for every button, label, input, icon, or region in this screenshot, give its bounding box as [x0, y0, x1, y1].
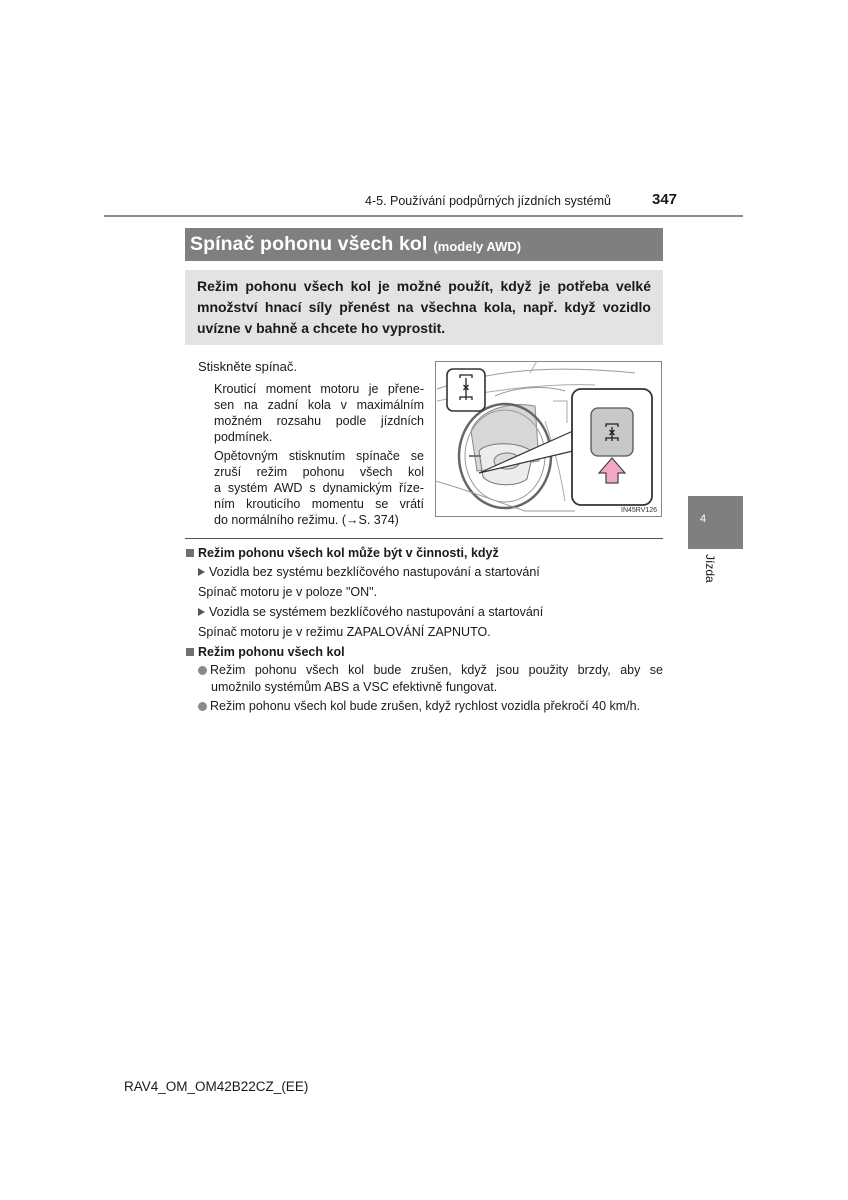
dashboard-drawing: [435, 361, 662, 517]
conditions-heading-text: Režim pohonu všech kol může být v činnosti, když: [198, 546, 499, 560]
conditions-heading: [186, 546, 499, 560]
section-title-bar: [185, 228, 663, 261]
chapter-label: Jízda: [703, 554, 717, 583]
intro-line: množství hnací síly přenést na všechna kola, např. když vozidlo: [197, 299, 651, 315]
condition-detail: Spínač motoru je v poloze "ON".: [198, 585, 378, 599]
running-header-section: 4-5. Používání podpůrných jízdních systémů: [365, 194, 611, 208]
cancel-description: [214, 448, 424, 528]
triangle-bullet-icon: [198, 568, 205, 576]
text-line: podmínek.: [214, 430, 273, 444]
text-line: do normálního režimu. (→S. 374): [214, 513, 399, 527]
condition-label: Vozidla se systémem bezklíčového nastupování a startování: [209, 605, 544, 619]
text-line: Opětovným stisknutím spínače se: [214, 449, 424, 463]
mode-heading: [186, 645, 345, 659]
intro-box: [185, 270, 663, 345]
text-line: možném rozsahu podle jízdních: [214, 414, 424, 428]
mode-description: [214, 381, 424, 445]
triangle-bullet-icon: [198, 608, 205, 616]
text-line: a systém AWD s dynamickým říze-: [214, 481, 424, 495]
page-number: 347: [652, 191, 678, 208]
document-code: RAV4_OM_OM42B22CZ_(EE): [124, 1079, 309, 1094]
section-subtitle: (modely AWD): [433, 238, 522, 254]
mode-bullet: [198, 699, 640, 713]
text-line: zruší režim pohonu všech kol: [214, 465, 424, 479]
bullet-text: Režim pohonu všech kol bude zrušen, když rychlost vozidla překročí 40 km/h.: [210, 699, 641, 713]
condition-detail: Spínač motoru je v režimu ZAPALOVÁNÍ ZAPNUTO.: [198, 625, 491, 639]
press-instruction: Stiskněte spínač.: [198, 359, 297, 374]
mode-heading-text: Režim pohonu všech kol: [198, 645, 345, 659]
figure-code: IN45RV126: [621, 507, 658, 514]
condition-label: Vozidla bez systému bezklíčového nastupování a startování: [209, 565, 540, 579]
circle-bullet-icon: [198, 666, 207, 675]
bullet-text: Režim pohonu všech kol bude zrušen, když jsou použity brzdy, aby se: [210, 663, 663, 677]
section-divider: [185, 538, 663, 539]
square-bullet-icon: [186, 648, 194, 656]
chapter-tab: [688, 496, 743, 549]
text-line: Krouticí moment motoru je přene-: [214, 382, 424, 396]
awd-switch-illustration: [435, 361, 662, 517]
chapter-number: 4: [700, 513, 707, 525]
circle-bullet-icon: [198, 702, 207, 711]
condition-item: [198, 605, 543, 619]
bullet-line: umožnilo systémům ABS a VSC efektivně fungovat.: [211, 680, 498, 694]
intro-line: Režim pohonu všech kol je možné použít, když je potřeba velké: [197, 278, 651, 294]
bullet-line: [198, 663, 663, 677]
intro-line: uvízne v bahně a chcete ho vyprostit.: [197, 320, 446, 336]
text-line: sen na zadní kola v maximálním: [214, 398, 424, 412]
section-title: Spínač pohonu všech kol: [190, 233, 428, 255]
condition-item: [198, 565, 540, 579]
mode-bullet: [198, 663, 663, 677]
text-line: ním krouticího momentu se vrátí: [214, 497, 424, 511]
header-divider: [104, 215, 743, 217]
square-bullet-icon: [186, 549, 194, 557]
